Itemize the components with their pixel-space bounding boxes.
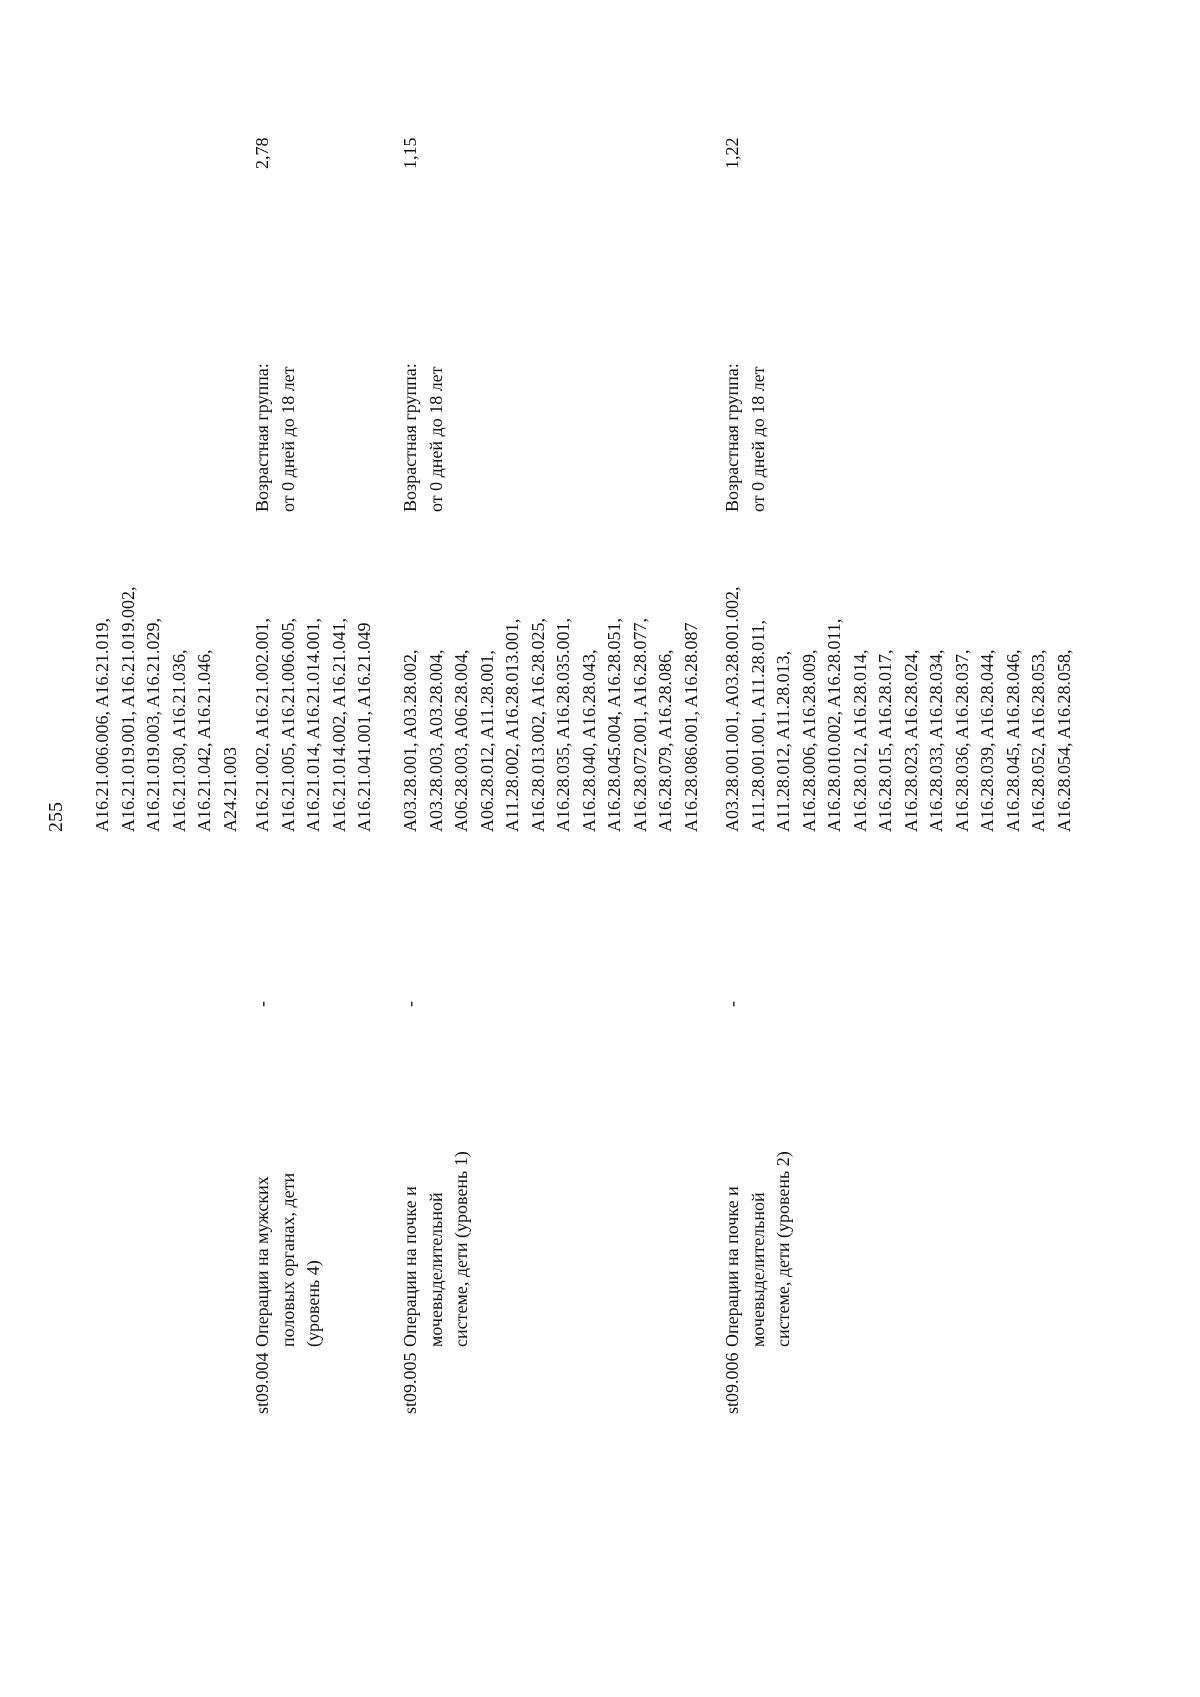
service-code-line: A11.28.001.001, A11.28.011,	[747, 619, 768, 832]
service-code-line: A16.28.006, A16.28.009,	[798, 649, 819, 832]
row-coefficient: 1,22	[722, 137, 742, 169]
row-criteria	[398, 363, 449, 512]
criteria-line: Возрастная группа:	[400, 363, 420, 512]
service-code-line: A16.28.086.001, A16.28.087	[680, 622, 701, 832]
row-name-line: половых органах, дети	[277, 1172, 298, 1347]
row-name	[720, 1151, 797, 1347]
service-code-line: A03.28.001.001, A03.28.001.002,	[722, 586, 742, 832]
row-services	[720, 586, 1077, 832]
row-name-line: системе, дети (уровень 2)	[773, 1151, 793, 1347]
service-code-line: A16.28.015, A16.28.017,	[875, 649, 895, 832]
page-number: 255	[45, 802, 67, 832]
service-code-line: A16.28.013.002, A16.28.025,	[527, 617, 548, 832]
criteria-line: от 0 дней до 18 лет	[425, 366, 446, 512]
row-code: st09.004	[252, 1352, 272, 1414]
row-name-line: мочевыделительной	[425, 1192, 446, 1347]
service-code-line: A16.28.040, A16.28.043,	[578, 649, 599, 832]
continuation-services	[90, 586, 243, 832]
criteria-line: Возрастная группа:	[252, 363, 272, 512]
service-code-line: A16.21.002, A16.21.002.001,	[252, 617, 272, 832]
row-name-line: Операции на мужских	[252, 1176, 272, 1347]
row-name-line: Операции на почке и	[722, 1186, 742, 1347]
row-code: st09.005	[400, 1352, 420, 1414]
service-code-line: A16.28.045, A16.28.046,	[1002, 649, 1023, 832]
service-code-line: A16.28.079, A16.28.086,	[655, 649, 675, 832]
service-code-line: A16.28.033, A16.28.034,	[926, 649, 946, 832]
row-criteria	[250, 363, 301, 512]
service-code-line: A16.21.005, A16.21.006.005,	[277, 617, 298, 832]
criteria-line: от 0 дней до 18 лет	[747, 366, 768, 512]
row-name	[250, 1173, 327, 1347]
service-code-line: A16.28.052, A16.28.053,	[1028, 649, 1048, 832]
service-code-line: A16.28.012, A16.28.014,	[849, 649, 870, 832]
row-services	[398, 618, 704, 832]
service-code-line: A11.28.002, A16.28.013.001,	[502, 618, 522, 832]
service-code-line: A16.21.006.006, A16.21.019,	[92, 617, 112, 832]
row-name-line: Операции на почке и	[400, 1186, 420, 1347]
service-code-line: A16.21.019.003, A16.21.029,	[143, 617, 163, 832]
service-code-line: A06.28.012, A11.28.001,	[476, 650, 497, 832]
service-code-line: A16.28.054, A16.28.058,	[1053, 649, 1074, 832]
row-dash: -	[722, 1001, 742, 1007]
row-dash: -	[400, 1001, 420, 1007]
row-code: st09.006	[722, 1352, 742, 1414]
service-code-line: A16.21.030, A16.21.036,	[168, 649, 189, 832]
service-code-line: A03.28.003, A03.28.004,	[425, 649, 446, 832]
row-coefficient: 2,78	[252, 137, 272, 169]
row-criteria	[720, 363, 771, 512]
service-code-line: A16.28.023, A16.28.024,	[900, 649, 921, 832]
row-name-line: мочевыделительной	[747, 1192, 768, 1347]
service-code-line: A16.28.039, A16.28.044,	[977, 649, 997, 832]
service-code-line: A16.28.010.002, A16.28.011,	[824, 618, 844, 832]
row-name	[398, 1151, 475, 1347]
row-services	[250, 618, 378, 832]
service-code-line: A16.28.072.001, A16.28.077,	[629, 617, 650, 832]
service-code-line: A16.28.036, A16.28.037,	[951, 649, 972, 832]
service-code-line: A16.21.042, A16.21.046,	[194, 649, 214, 832]
service-code-line: A03.28.001, A03.28.002,	[400, 649, 420, 832]
service-code-line: A16.28.045.004, A16.28.051,	[604, 617, 624, 832]
service-code-line: A06.28.003, A06.28.004,	[451, 649, 471, 832]
row-coefficient: 1,15	[400, 137, 420, 169]
service-code-line: A16.21.014.002, A16.21.041,	[328, 617, 349, 832]
service-code-line: A16.21.041.001, A16.21.049	[354, 622, 374, 832]
row-name-line: системе, дети (уровень 1)	[451, 1151, 471, 1347]
service-code-line: A16.21.014, A16.21.014.001,	[303, 617, 323, 832]
criteria-line: от 0 дней до 18 лет	[277, 366, 298, 512]
row-dash: -	[252, 1001, 272, 1007]
service-code-line: A11.28.012, A11.28.013,	[773, 650, 793, 832]
service-code-line: A24.21.003	[219, 747, 240, 832]
row-name-line: (уровень 4)	[303, 1260, 323, 1347]
service-code-line: A16.21.019.001, A16.21.019.002,	[117, 586, 138, 832]
criteria-line: Возрастная группа:	[722, 363, 742, 512]
service-code-line: A16.28.035, A16.28.035.001,	[553, 617, 573, 832]
